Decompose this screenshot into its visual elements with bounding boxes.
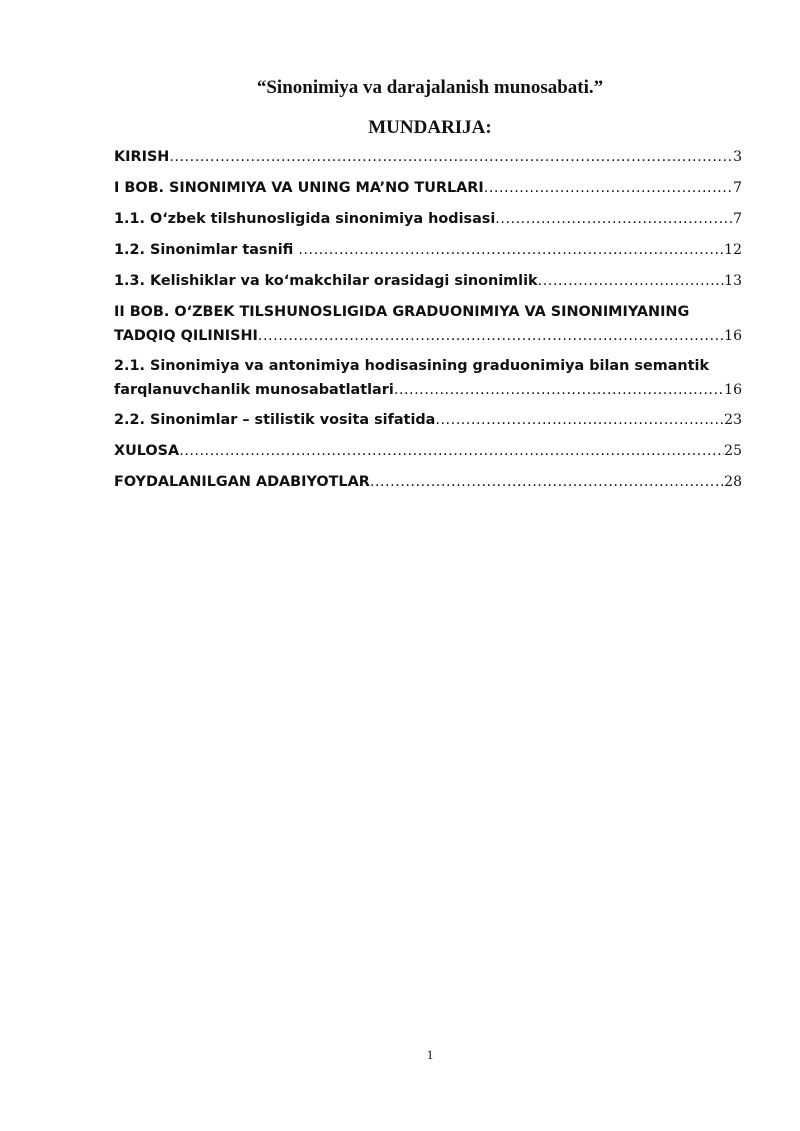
document-title: “Sinonimiya va darajalanish munosabati.” — [256, 77, 604, 98]
toc-entry-page: 7 — [733, 180, 742, 196]
toc-entry-section-2-2[interactable] — [114, 408, 742, 432]
toc-entry-title: XULOSA — [114, 443, 180, 459]
toc-dot-leader — [394, 378, 724, 402]
toc-entry-page: 13 — [724, 273, 742, 289]
page-number: 1 — [426, 1047, 434, 1062]
toc-entry-title: I BOB. SINONIMIYA VA UNING MA’NO TURLARI — [114, 180, 484, 196]
toc-entry-xulosa[interactable] — [114, 439, 742, 463]
toc-entry-title-line-1: II BOB. O‘ZBEK TILSHUNOSLIGIDA GRADUONIMIYA VA SINONIMIYANING — [114, 304, 690, 320]
toc-entry-chapter-2[interactable] — [114, 300, 742, 348]
toc-entry-kirish[interactable] — [114, 145, 742, 169]
toc-dot-leader — [179, 439, 724, 463]
toc-entry-page: 23 — [724, 412, 742, 428]
toc-entry-section-2-1[interactable] — [114, 354, 742, 402]
toc-dot-leader — [435, 408, 724, 432]
toc-dot-leader — [258, 324, 724, 348]
toc-dot-leader — [484, 176, 733, 200]
toc-entry-title: 1.1. O‘zbek tilshunosligida sinonimiya hodisasi — [114, 211, 496, 227]
toc-entry-title: FOYDALANILGAN ADABIYOTLAR — [114, 474, 370, 490]
toc-entry-page: 25 — [724, 443, 742, 459]
toc-entry-page: 16 — [724, 328, 742, 344]
toc-dot-leader — [495, 207, 733, 231]
toc-dot-leader — [538, 269, 725, 293]
toc-entry-page: 7 — [733, 211, 742, 227]
toc-entry-page: 12 — [724, 242, 742, 258]
toc-heading: MUNDARIJA: — [368, 117, 492, 138]
toc-entry-section-1-3[interactable] — [114, 269, 742, 293]
toc-entry-title-line-1: 2.1. Sinonimiya va antonimiya hodisasining graduonimiya bilan semantik — [114, 358, 710, 374]
toc-entry-chapter-1[interactable] — [114, 176, 742, 200]
table-of-contents — [114, 145, 742, 501]
toc-dot-leader — [370, 470, 724, 494]
toc-entry-page: 16 — [724, 382, 742, 398]
toc-entry-title: 2.2. Sinonimlar – stilistik vosita sifatida — [114, 412, 436, 428]
toc-entry-title: TADQIQ QILINISHI — [114, 328, 258, 344]
toc-entry-section-1-1[interactable] — [114, 207, 742, 231]
toc-entry-page: 3 — [733, 149, 742, 165]
toc-entry-references[interactable] — [114, 470, 742, 494]
toc-dot-leader — [169, 145, 733, 169]
toc-entry-title: farqlanuvchanlik munosabatlatlari — [114, 382, 394, 398]
toc-entry-section-1-2[interactable] — [114, 238, 742, 262]
toc-entry-title: 1.2. Sinonimlar tasnifi — [114, 242, 299, 258]
toc-dot-leader — [298, 238, 724, 262]
toc-entry-page: 28 — [724, 474, 742, 490]
toc-entry-title: 1.3. Kelishiklar va ko‘makchilar orasidagi sinonimlik — [114, 273, 538, 289]
toc-entry-title: KIRISH — [114, 149, 170, 165]
